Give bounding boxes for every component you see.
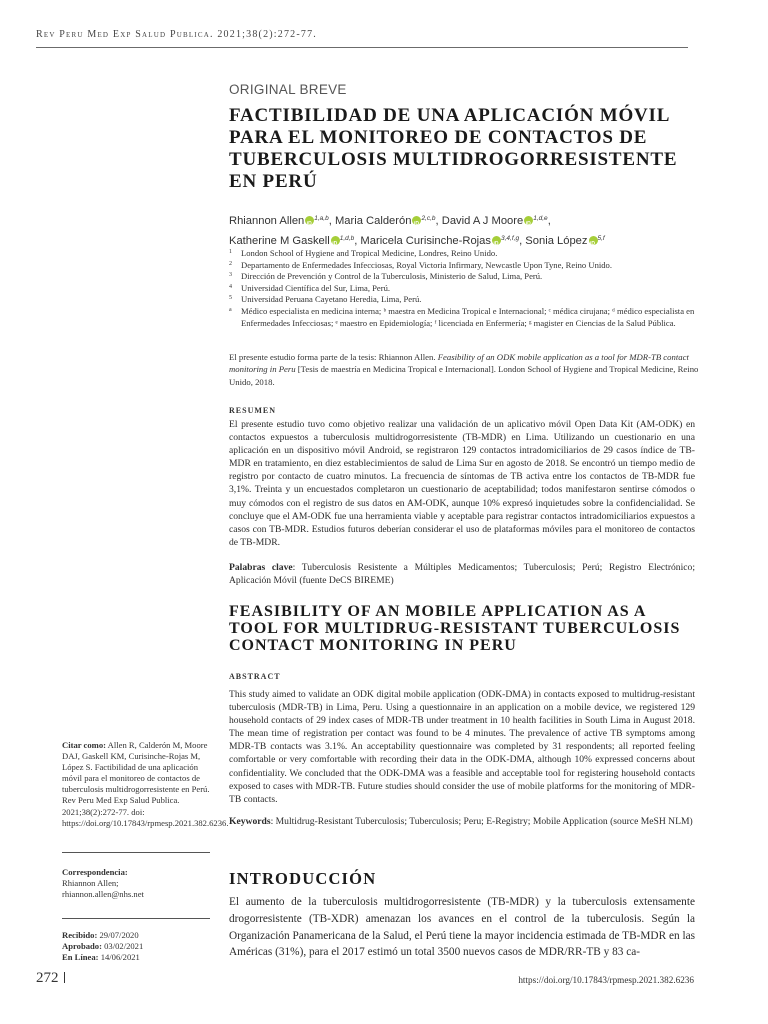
author-6: Sonia LópeziD $^{5,f}$: [525, 235, 604, 247]
journal-citation-header: Rev Peru Med Exp Salud Publica. 2021;38(2):272-77.: [36, 29, 318, 40]
author-2: Maria CalderóniD $^{2,c,b}$,: [335, 215, 442, 227]
affiliation-item: 1 London School of Hygiene and Tropical Medicine, Londres, Reino Unido.: [229, 248, 498, 258]
section-type-label: ORIGINAL BREVE: [229, 82, 347, 97]
approved-date: Aprobado: 03/02/2021: [62, 941, 144, 952]
affiliation-list: [229, 248, 699, 329]
orcid-icon[interactable]: [492, 236, 501, 245]
received-date: Recibido: 29/07/2020: [62, 930, 139, 940]
intro-text: El aumento de la tuberculosis multidrogorresistente (TB-MDR) y la tuberculosis extensamente drogorresistente (TB-XDR) amenazan los avances en el control de la tuberculosis. Según la Organización Panamericana de la Salud, el Perú tiene la mayor incidencia estimada de TB-MDR en las Américas (31%), para el 2017 estimó un total 3500 nuevos casos de MDR/RR-TB y 83 ca-: [229, 896, 695, 959]
abstract-text: This study aimed to validate an ODK digital mobile application (ODK-DMA) in contacts exposed to multidrug-resistant tuberculosis (MDR-TB) in Lima, Peru. Using a questionnaire in an application on a mobile device, we registered 129 household contacts of 29 index cases of MDR-TB under treatment in 10 health facilities in South Lima in August 2018. The mean time of registration per contact was found to be 4 minutes. The prevalence of active TB symptoms among MDR-TB contacts was 3.1%. An acceptability questionnaire was completed by 31 respondents; all reported feeling comfortable or very comfortable with recording their data in the ODK-DMA, although 10% expressed concerns about confidentiality. We concluded that the ODK-DMA was a feasible and acceptable tool for registering household contacts exposed to cases with MDR-TB. Future studies should consider the use of mobile platforms for the monitoring of MDR-TB contacts.: [229, 689, 695, 805]
citation-box: Citar como: Allen R, Calderón M, Moore DAJ, Gaskell KM, Curisinche-Rojas M, López S. Factibilidad de una aplicación móvil para el monitoreo de contactos de tuberculosis multidrogorresistente en Perú. Rev Peru Med Exp Salud Publica. 2021;38(2):272-77. doi: https://doi.org/10.17843/rpmesp.2021.382.6236.: [62, 740, 229, 828]
resumen-heading: resumen: [229, 404, 277, 416]
dates-box: [62, 930, 212, 963]
intro-heading: INTRODUCCIÓN: [229, 869, 377, 888]
correspondence-email[interactable]: rhiannon.allen@nhs.net: [62, 889, 144, 900]
author-5: Maricela Curisinche-RojasiD $^{3,4,f,g}$,: [360, 235, 525, 247]
thesis-note: El presente estudio forma parte de la tesis: Rhiannon Allen. Feasibility of an ODK mobile application as a tool for MDR-TB contact monitoring in Peru [Tesis de maestría en Medicina Tropical e Internacional]. London School of Hygiene and Tropical Medicine, Reino Unido, 2018.: [229, 352, 699, 387]
correspondence-box: Correspondencia: Rhiannon Allen; rhiannon.allen@nhs.net: [62, 867, 144, 900]
orcid-icon[interactable]: [305, 216, 314, 225]
orcid-icon[interactable]: [589, 236, 598, 245]
online-date: En Línea: 14/06/2021: [62, 952, 140, 963]
doi-link[interactable]: https://doi.org/10.17843/rpmesp.2021.382.6236: [518, 975, 694, 985]
affiliation-item: 5 Universidad Peruana Cayetano Heredia, Lima, Perú.: [229, 294, 422, 305]
orcid-icon[interactable]: [331, 236, 340, 245]
author-3: David A J MooreiD $^{1,d,e}$,: [442, 215, 551, 227]
affiliation-item: 4 Universidad Científica del Sur, Lima, Perú.: [229, 282, 391, 293]
sidebar-divider: [62, 852, 210, 853]
resumen-text: El presente estudio tuvo como objetivo realizar una validación de un aplicativo móvil Open Data Kit (AM-ODK) en contactos expuestos a tuberculosis multidrogorresistente (TB-MDR) en Lima. Utilizando un cuestionario en una aplicación en un dispositivo móvil Android, se registraron 129 contactos intradomiciliarios de 29 casos índice de TB-MDR en tratamiento, en diez establecimientos de salud de Lima Sur en agosto de 2018. Se encontró un tiempo medio de registro por contacto de cuatro minutos. La frecuencia de síntomas de TB activa entre los contactos de TB-MDR fue 3,1%. Treinta y un encuestados completaron un cuestionario de aceptabilidad; todos manifestaron sentirse cómodos o muy cómodos con el registro de sus datos en AM-ODK, aunque 10% expresó inquietudes sobre la confidencialidad. Se concluye que el AM-ODK fue una herramienta viable y aceptable para registrar contactos intradomiciliarios expuestos a casos con TB-MDR. Estudios futuros deberían considerar el uso de plataformas móviles para el monitoreo de contactos de TB-MDR.: [229, 419, 695, 548]
orcid-icon[interactable]: [412, 216, 421, 225]
abstract-heading: abstract: [229, 670, 281, 682]
orcid-icon[interactable]: [524, 216, 533, 225]
palabras-clave: Palabras clave: Tuberculosis Resistente a Múltiples Medicamentos; Tuberculosis; Perú; Registro Electrónico; Aplicación Móvil (fuente DeCS BIREME): [229, 562, 695, 587]
author-list: [229, 210, 699, 250]
affiliation-item: 2 Departamento de Enfermedades Infecciosas, Royal Victoria Infirmary, Newcastle Upon Tyne, Reino Unido.: [229, 259, 612, 270]
article-title-en: FEASIBILITY OF AN MOBILE APPLICATION AS A TOOL FOR MULTIDRUG-RESISTANT TUBERCULOSIS CONTACT MONITORING IN PERU: [229, 603, 681, 654]
sidebar-divider: [62, 918, 210, 919]
author-4: Katherine M GaskelliD $^{1,d,b}$,: [229, 235, 360, 247]
article-title-es: FACTIBILIDAD DE UNA APLICACIÓN MÓVIL PARA EL MONITOREO DE CONTACTOS DE TUBERCULOSIS MULTIDROGORRESISTENTE EN PERÚ: [229, 105, 678, 192]
affiliation-item: a Médico especialista en medicina interna; ᵇ maestra en Medicina Tropical e Internacional; ᶜ médica cirujana; ᵈ médico especialista en Enfermedades Infecciosas; ᵉ maestro en Epidemiología; ᶠ licenciada en Enfermería; ᵍ magister en Ciencias de la Salud Pública.: [229, 305, 695, 328]
affiliation-item: 3 Dirección de Prevención y Control de la Tuberculosis, Ministerio de Salud, Lima, Perú.: [229, 271, 543, 282]
page-number: 272: [36, 970, 65, 987]
author-1: Rhiannon AlleniD $^{1,a,b}$,: [229, 215, 335, 227]
header-divider: [36, 47, 688, 48]
keywords: Keywords: Multidrug-Resistant Tuberculosis; Tuberculosis; Peru; E-Registry; Mobile Application (source MeSH NLM): [229, 816, 693, 827]
